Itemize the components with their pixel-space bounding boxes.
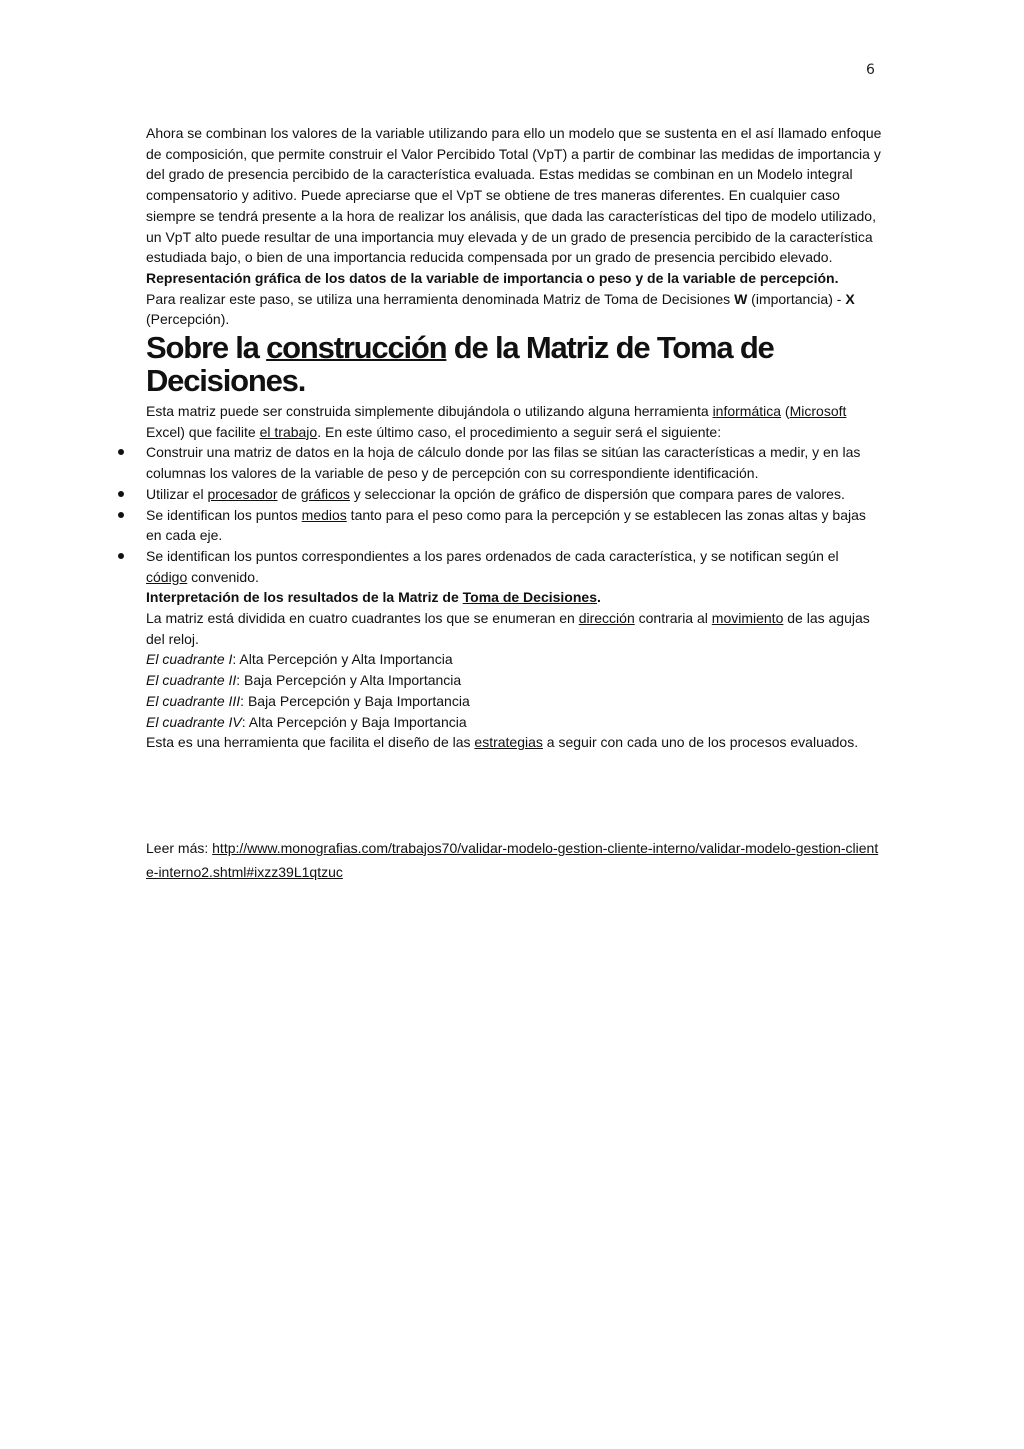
text-fragment: tanto para el peso como para la percepción y se establecen las zonas altas y bajas en cada eje. bbox=[146, 506, 866, 544]
list-item bbox=[146, 546, 882, 587]
link-medios[interactable]: medios bbox=[301, 506, 347, 523]
text-fragment: . En este último caso, el procedimiento a seguir será el siguiente: bbox=[317, 423, 722, 440]
text-fragment: a seguir con cada uno de los procesos evaluados. bbox=[542, 734, 859, 751]
link-el-trabajo[interactable]: el trabajo bbox=[259, 423, 318, 440]
text-fragment: y seleccionar la opción de gráfico de dispersión que compara pares de valores. bbox=[349, 485, 845, 502]
text-fragment: de las agujas del reloj. bbox=[146, 610, 870, 647]
quadrant-text: : Baja Percepción y Baja Importancia bbox=[240, 692, 470, 709]
variable-x: X bbox=[845, 290, 855, 307]
section-subtitle-representacion: Representación gráfica de los datos de la variable de importancia o peso y de la variable de percepción. bbox=[146, 269, 839, 286]
section-subtitle-interpretacion bbox=[146, 587, 882, 608]
text-fragment: Excel) que facilite bbox=[146, 423, 260, 440]
quadrant-label: El cuadrante IV bbox=[146, 713, 242, 730]
list-item bbox=[146, 505, 882, 546]
list-item-text: Construir una matriz de datos en la hoja de cálculo donde por las filas se sitúan las características a medir, y en las columnas los valores de la variable de peso y de percepción con su correspondiente identificación. bbox=[146, 444, 861, 482]
link-toma-de-decisiones[interactable]: Toma de Decisiones bbox=[462, 589, 597, 606]
quadrant-text: : Alta Percepción y Alta Importancia bbox=[232, 651, 453, 668]
text-fragment: Esta es una herramienta que facilita el diseño de las bbox=[146, 734, 475, 751]
conclusion-paragraph bbox=[146, 732, 882, 753]
heading-fragment: Sobre la bbox=[146, 330, 267, 366]
quadrant-label: El cuadrante I bbox=[146, 651, 233, 668]
link-informatica[interactable]: informática bbox=[712, 403, 782, 420]
quadrant-line bbox=[146, 649, 882, 670]
link-construccion[interactable]: construcción bbox=[266, 330, 447, 366]
text-fragment: . bbox=[596, 589, 601, 606]
text-fragment: Utilizar el bbox=[146, 485, 208, 502]
text-fragment: Interpretación de los resultados de la Matriz de bbox=[146, 589, 463, 606]
matrix-description-paragraph bbox=[146, 289, 882, 330]
link-movimiento[interactable]: movimiento bbox=[711, 610, 784, 627]
vertical-spacer bbox=[146, 753, 882, 836]
text-fragment: Esta matriz puede ser construida simplemente dibujándola o utilizando alguna herramienta bbox=[146, 403, 713, 420]
procedure-list bbox=[146, 442, 882, 587]
source-link[interactable]: http://www.monografias.com/trabajos70/validar-modelo-gestion-cliente-interno/validar-modelo-gestion-cliente-interno2.shtml#ixzz39L1qtzuc bbox=[146, 839, 879, 880]
text-fragment: Para realizar este paso, se utiliza una herramienta denominada Matriz de Toma de Decisiones bbox=[146, 290, 735, 307]
text-fragment: de bbox=[277, 485, 301, 502]
heading-fragment: de la Matriz de Toma de Decisiones. bbox=[146, 330, 774, 399]
text-fragment: (Percepción). bbox=[146, 311, 230, 328]
list-item bbox=[146, 484, 882, 505]
text-fragment: contraria al bbox=[634, 610, 712, 627]
text-fragment: Se identifican los puntos correspondientes a los pares ordenados de cada característica, y se notifican según el bbox=[146, 547, 839, 564]
link-graficos[interactable]: gráficos bbox=[300, 485, 350, 502]
text-fragment: ( bbox=[781, 403, 790, 420]
text-fragment: Se identifican los puntos bbox=[146, 506, 302, 523]
intro-paragraph: Ahora se combinan los valores de la variable utilizando para ello un modelo que se sustenta en el así llamado enfoque de composición, que permite construir el Valor Percibido Total (VpT) a partir de combinar las medidas de importancia y del grado de presencia percibido de la característica evaluada. Estas medidas se combinan en un Modelo integral compensatorio y aditivo. Puede apreciarse que el VpT se obtiene de tres maneras diferentes. En cualquier caso siempre se tendrá presente a la hora de realizar los análisis, que dada las características del tipo de modelo utilizado, un VpT alto puede resultar de una importancia muy elevada y de un grado de presencia percibido de la característica estudiada bajo, o bien de una importancia reducida compensada por un grado de presencia percibido elevado. bbox=[146, 125, 882, 266]
quadrant-label: El cuadrante II bbox=[146, 672, 237, 689]
document-body bbox=[146, 123, 882, 884]
variable-w: W bbox=[734, 290, 748, 307]
section-heading bbox=[146, 331, 882, 397]
quadrant-text: : Baja Percepción y Alta Importancia bbox=[236, 672, 462, 689]
quadrant-line bbox=[146, 712, 882, 733]
source-prefix: Leer más: bbox=[146, 839, 213, 856]
text-fragment: (importancia) - bbox=[747, 290, 846, 307]
text-fragment: convenido. bbox=[187, 568, 259, 585]
quadrant-line bbox=[146, 691, 882, 712]
list-item bbox=[146, 442, 882, 483]
quadrant-label: El cuadrante III bbox=[146, 692, 241, 709]
link-direccion[interactable]: dirección bbox=[578, 610, 635, 627]
quadrant-text: : Alta Percepción y Baja Importancia bbox=[241, 713, 467, 730]
quadrant-line bbox=[146, 670, 882, 691]
page-number: 6 bbox=[866, 62, 875, 78]
text-fragment: La matriz está dividida en cuatro cuadrantes los que se enumeran en bbox=[146, 610, 579, 627]
link-codigo[interactable]: código bbox=[146, 568, 188, 585]
quadrants-intro-paragraph bbox=[146, 608, 882, 649]
source-footer bbox=[146, 836, 882, 884]
link-estrategias[interactable]: estrategias bbox=[474, 734, 543, 751]
construction-paragraph bbox=[146, 401, 882, 442]
link-procesador[interactable]: procesador bbox=[207, 485, 278, 502]
link-microsoft[interactable]: Microsoft bbox=[789, 403, 847, 420]
